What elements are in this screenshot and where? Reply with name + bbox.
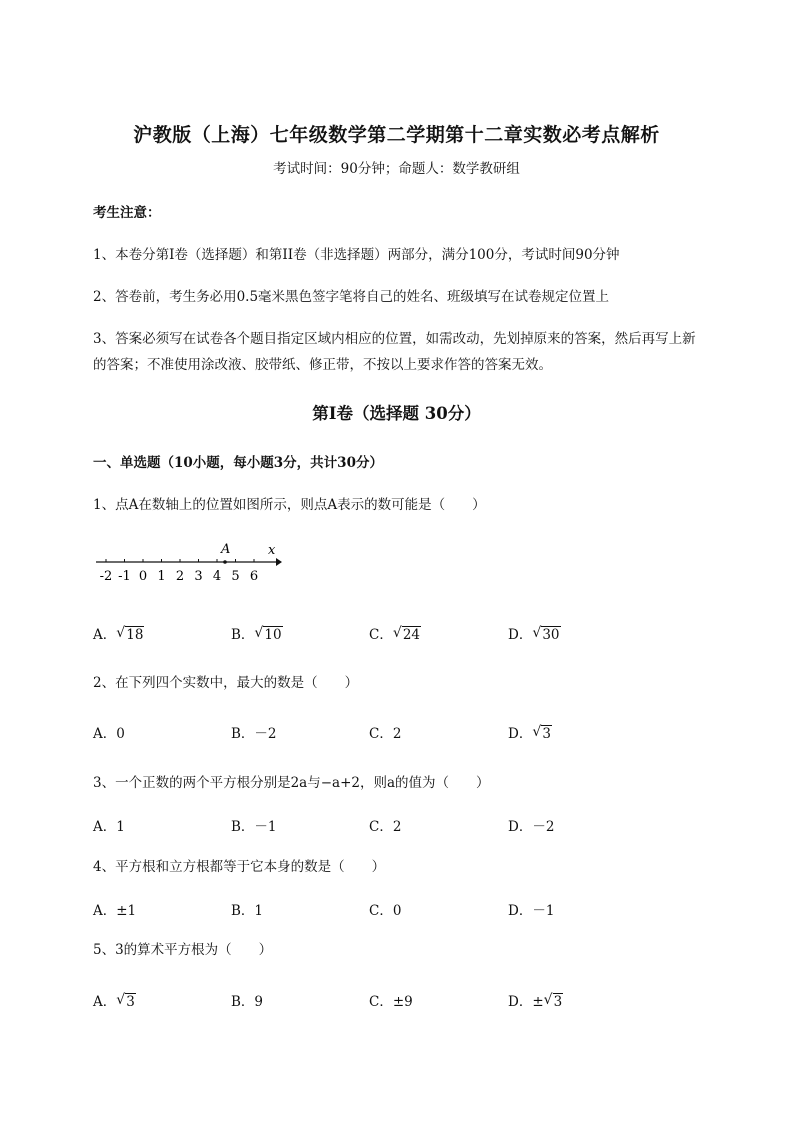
option-a [93,899,136,919]
option-value: 1 [254,903,264,919]
option-letter: C． [369,627,393,643]
option-value: －2 [254,726,277,742]
number-line-tick-label: 2 [175,569,185,584]
number-line [90,538,290,588]
option-c [369,990,413,1010]
exam-info: 考试时间：90分钟；命题人：数学教研组 [273,161,520,177]
radicand: 3 [542,726,551,742]
option-letter: C． [369,726,393,742]
part-heading: 一、单选题（10小题，每小题3分，共计30分） [93,455,383,471]
option-letter: A． [93,819,117,835]
option-letter: A． [93,627,117,643]
radicand: 18 [126,627,144,643]
sqrt-expression [116,994,136,1010]
point-a-marker [223,560,227,564]
radicand: 3 [126,994,135,1010]
sqrt-expression [532,726,552,742]
question-4-stem: 4、平方根和立方根都等于它本身的数是（ ） [93,859,386,875]
option-letter: D． [508,726,533,742]
notice-item-3-line-1: 3、答案必须写在试卷各个题目指定区域内相应的位置，如需改动，先划掉原来的答案，然后再写上新 [93,331,696,347]
option-a [93,623,144,643]
option-letter: B． [231,627,255,643]
option-letter: D． [508,903,533,919]
option-a [93,722,125,742]
option-letter: B． [231,903,255,919]
section-title: 第I卷（选择题 30分） [312,404,481,423]
option-c [369,815,401,835]
page-title: 沪教版（上海）七年级数学第二学期第十二章实数必考点解析 [133,124,660,146]
number-line-arrow [276,558,282,566]
number-line-tick-label: 4 [212,569,222,584]
radicand: 10 [264,627,282,643]
option-c [369,899,401,919]
option-value: －1 [532,903,555,919]
option-b [231,722,277,742]
option-d [508,990,563,1010]
sqrt-expression [116,627,144,643]
option-letter: A． [93,726,117,742]
question-3-stem: 3、一个正数的两个平方根分别是2a与−a+2，则a的值为（ ） [93,775,490,791]
sqrt-expression [544,994,564,1010]
option-letter: A． [93,994,117,1010]
sqrt-expression [393,627,421,643]
number-line-tick-label: 1 [157,569,166,584]
question-1-stem: 1、点A在数轴上的位置如图所示，则点A表示的数可能是（ ） [93,497,486,513]
number-line-tick-label: -1 [118,569,131,584]
option-letter: D． [508,627,533,643]
option-letter: C． [369,903,393,919]
option-b [231,815,277,835]
number-line-tick-label: 5 [231,569,240,584]
number-line-tick-label: 3 [194,569,203,584]
option-letter: D． [508,819,533,835]
number-line-tick-label: 6 [249,569,259,584]
option-value: 2 [392,819,402,835]
option-c [369,722,401,742]
option-letter: B． [231,726,255,742]
point-a-label: A [221,542,231,557]
radicand: 30 [542,627,560,643]
option-letter: C． [369,819,393,835]
notice-heading: 考生注意： [93,205,161,221]
radicand: 24 [402,627,421,643]
number-line-ticks [100,559,258,584]
option-b [231,990,263,1010]
option-value: 0 [392,903,402,919]
question-2-stem: 2、在下列四个实数中，最大的数是（ ） [93,675,359,691]
option-b [231,623,283,643]
option-letter: A． [93,903,117,919]
axis-x-label: x [268,543,276,558]
option-value: 9 [254,994,264,1010]
option-value: 2 [392,726,402,742]
option-value: ±1 [116,903,137,919]
notice-item-2: 2、答卷前，考生务必用0.5毫米黑色签字笔将自己的姓名、班级填写在试卷规定位置上 [93,289,610,305]
sqrt-expression [532,627,560,643]
option-d [508,899,554,919]
option-d [508,815,554,835]
option-value: 1 [116,819,125,835]
notice-item-3-line-2: 的答案；不准使用涂改液、胶带纸、修正带，不按以上要求作答的答案无效。 [93,357,552,373]
option-value: 0 [116,726,125,742]
radicand: 3 [553,994,563,1010]
number-line-tick-label: -2 [99,569,113,584]
option-value: －2 [532,819,555,835]
option-c [369,623,421,643]
option-b [231,899,263,919]
question-5-stem: 5、3的算术平方根为（ ） [93,942,273,958]
notice-item-1: 1、本卷分第I卷（选择题）和第II卷（非选择题）两部分，满分100分，考试时间90分钟 [93,247,620,263]
option-letter: D． [508,994,533,1010]
sqrt-expression [254,627,282,643]
option-prefix: ± [532,994,544,1010]
option-letter: B． [231,994,255,1010]
option-a [93,990,136,1010]
option-letter: B． [231,819,255,835]
option-d [508,623,561,643]
option-letter: C． [369,994,393,1010]
option-a [93,815,125,835]
option-value: －1 [254,819,277,835]
option-d [508,722,552,742]
number-line-tick-label: 0 [138,569,148,584]
option-value: ±9 [392,994,413,1010]
